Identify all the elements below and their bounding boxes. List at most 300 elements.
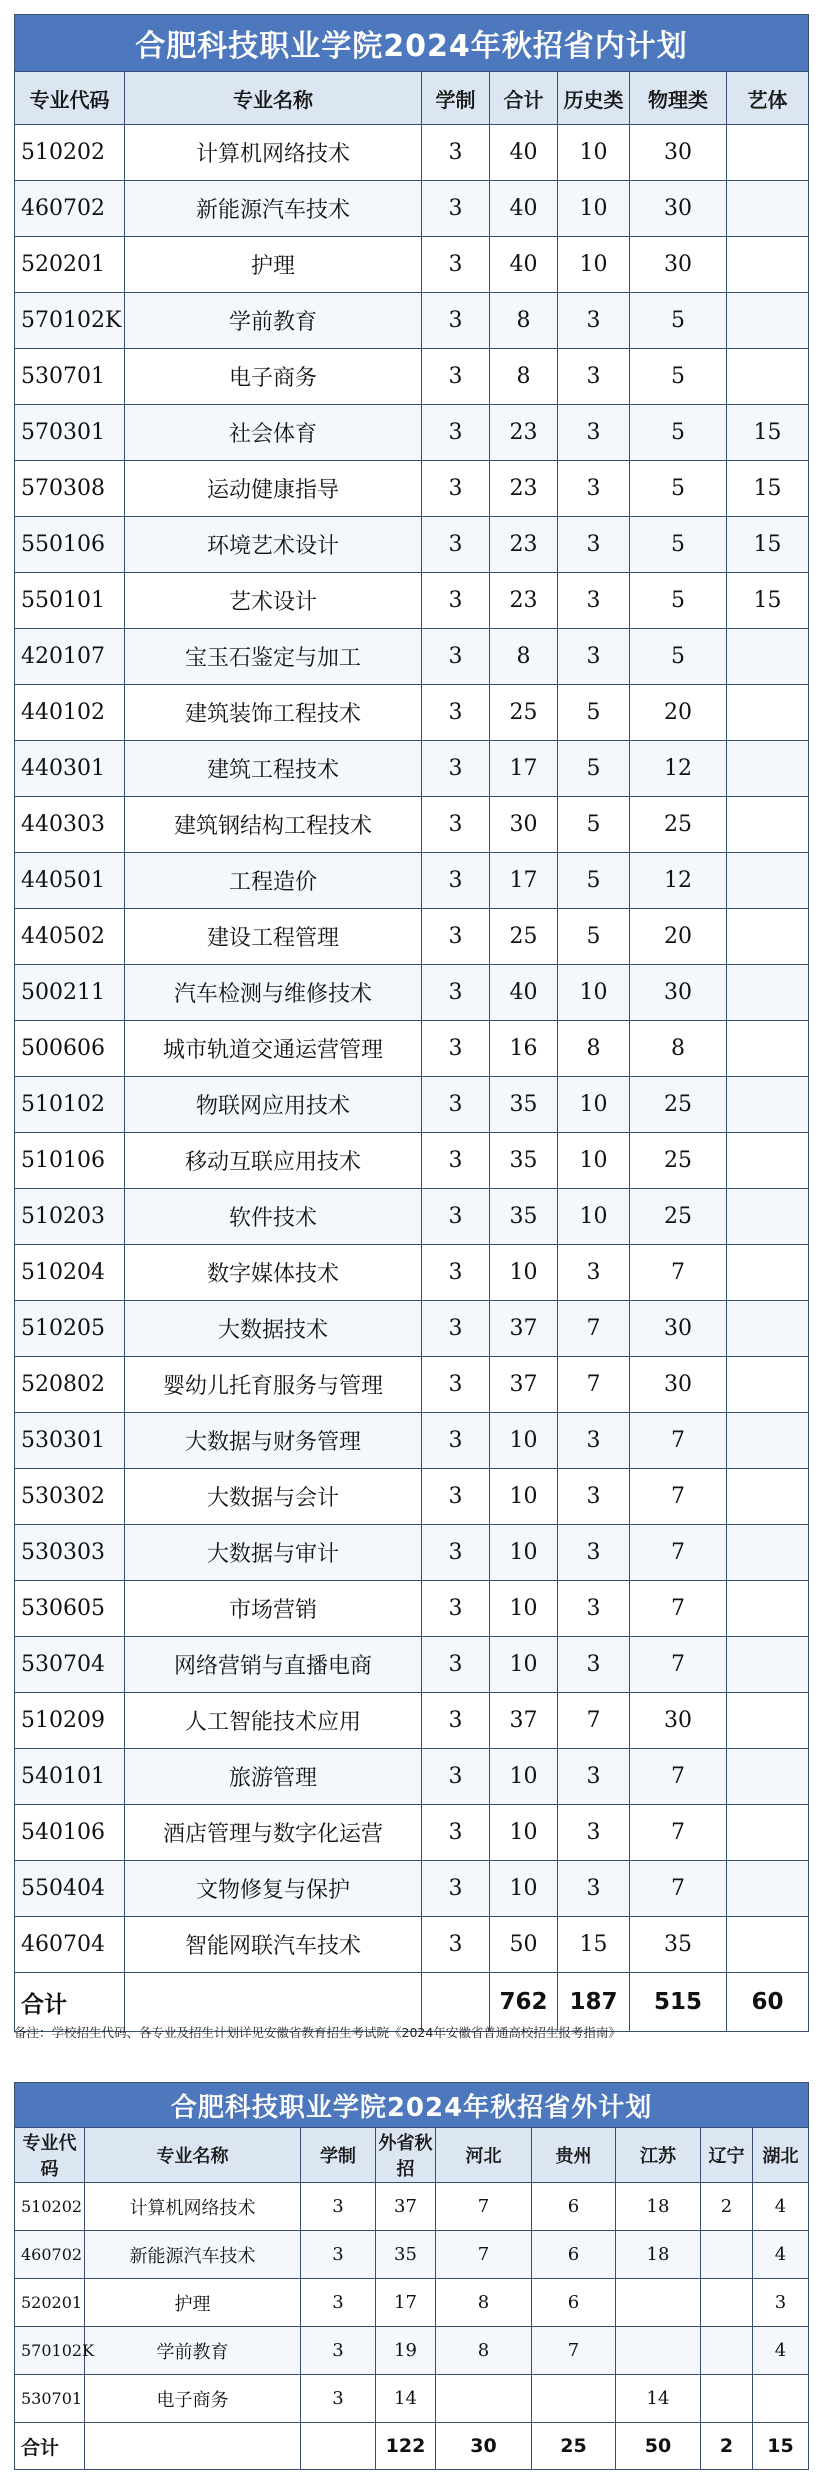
value-cell: 5 — [630, 517, 727, 573]
value-cell: 40 — [490, 237, 558, 293]
table-row — [15, 2327, 809, 2375]
table-row — [15, 1357, 809, 1413]
value-cell: 3 — [422, 1245, 490, 1301]
table-row — [15, 797, 809, 853]
major-name-cell: 护理 — [125, 237, 422, 293]
value-cell: 30 — [630, 1693, 727, 1749]
value-cell: 10 — [558, 1189, 630, 1245]
major-name-cell: 人工智能技术应用 — [125, 1693, 422, 1749]
column-header: 外省秋招 — [376, 2128, 436, 2183]
column-header: 合计 — [490, 72, 558, 125]
major-name-cell: 建筑工程技术 — [125, 741, 422, 797]
value-cell — [727, 909, 809, 965]
value-cell: 3 — [558, 349, 630, 405]
value-cell: 7 — [630, 1637, 727, 1693]
table-row — [15, 1021, 809, 1077]
value-cell — [727, 1581, 809, 1637]
value-cell: 4 — [753, 2327, 809, 2375]
value-cell: 18 — [616, 2183, 701, 2231]
major-name-cell: 软件技术 — [125, 1189, 422, 1245]
value-cell: 7 — [630, 1749, 727, 1805]
domestic-plan-table — [14, 14, 809, 2032]
value-cell: 12 — [630, 853, 727, 909]
value-cell: 3 — [422, 1077, 490, 1133]
major-name-cell: 物联网应用技术 — [125, 1077, 422, 1133]
value-cell: 16 — [490, 1021, 558, 1077]
total-cell — [85, 2423, 301, 2470]
major-name-cell: 网络营销与直播电商 — [125, 1637, 422, 1693]
total-cell: 187 — [558, 1973, 630, 2032]
value-cell: 3 — [422, 629, 490, 685]
table-row — [15, 1301, 809, 1357]
value-cell: 30 — [630, 237, 727, 293]
value-cell: 3 — [558, 1749, 630, 1805]
major-code-cell: 440303 — [15, 797, 125, 853]
value-cell: 3 — [422, 1805, 490, 1861]
value-cell: 3 — [558, 629, 630, 685]
major-code-cell: 510205 — [15, 1301, 125, 1357]
value-cell — [701, 2279, 753, 2327]
value-cell: 3 — [558, 573, 630, 629]
value-cell: 6 — [532, 2231, 616, 2279]
major-code-cell: 530701 — [15, 2375, 85, 2423]
value-cell — [727, 125, 809, 181]
value-cell: 10 — [490, 1581, 558, 1637]
total-cell: 2 — [701, 2423, 753, 2470]
value-cell: 3 — [558, 1637, 630, 1693]
value-cell: 15 — [558, 1917, 630, 1973]
value-cell — [727, 629, 809, 685]
value-cell: 10 — [490, 1637, 558, 1693]
total-cell: 122 — [376, 2423, 436, 2470]
value-cell — [532, 2375, 616, 2423]
value-cell: 40 — [490, 125, 558, 181]
value-cell: 5 — [630, 629, 727, 685]
table-row — [15, 1413, 809, 1469]
column-header: 河北 — [436, 2128, 532, 2183]
value-cell: 10 — [490, 1525, 558, 1581]
major-code-cell: 540106 — [15, 1805, 125, 1861]
major-name-cell: 建筑钢结构工程技术 — [125, 797, 422, 853]
value-cell: 5 — [630, 461, 727, 517]
major-name-cell: 电子商务 — [85, 2375, 301, 2423]
value-cell: 6 — [532, 2183, 616, 2231]
value-cell: 10 — [558, 181, 630, 237]
major-name-cell: 计算机网络技术 — [125, 125, 422, 181]
value-cell: 8 — [490, 293, 558, 349]
value-cell: 20 — [630, 685, 727, 741]
value-cell — [727, 349, 809, 405]
table-row — [15, 461, 809, 517]
value-cell: 5 — [630, 573, 727, 629]
major-code-cell: 510203 — [15, 1189, 125, 1245]
major-code-cell: 550101 — [15, 573, 125, 629]
table-row — [15, 1581, 809, 1637]
value-cell: 8 — [490, 629, 558, 685]
value-cell: 17 — [376, 2279, 436, 2327]
major-code-cell: 440102 — [15, 685, 125, 741]
value-cell: 3 — [558, 1581, 630, 1637]
table-row — [15, 853, 809, 909]
value-cell — [727, 1469, 809, 1525]
value-cell: 30 — [490, 797, 558, 853]
value-cell: 23 — [490, 405, 558, 461]
column-header: 学制 — [422, 72, 490, 125]
table-row — [15, 573, 809, 629]
value-cell: 3 — [422, 1861, 490, 1917]
major-code-cell: 510202 — [15, 2183, 85, 2231]
major-name-cell: 汽车检测与维修技术 — [125, 965, 422, 1021]
table-row — [15, 1189, 809, 1245]
major-code-cell: 550404 — [15, 1861, 125, 1917]
value-cell: 10 — [558, 125, 630, 181]
table-row — [15, 1637, 809, 1693]
value-cell — [727, 1357, 809, 1413]
total-cell — [301, 2423, 376, 2470]
value-cell: 23 — [490, 517, 558, 573]
value-cell: 5 — [630, 293, 727, 349]
value-cell: 3 — [422, 1413, 490, 1469]
value-cell: 8 — [436, 2279, 532, 2327]
value-cell: 8 — [630, 1021, 727, 1077]
major-name-cell: 建设工程管理 — [125, 909, 422, 965]
total-cell: 15 — [753, 2423, 809, 2470]
value-cell: 3 — [301, 2183, 376, 2231]
column-header: 专业名称 — [85, 2128, 301, 2183]
value-cell: 25 — [630, 1189, 727, 1245]
value-cell — [616, 2327, 701, 2375]
major-name-cell: 移动互联应用技术 — [125, 1133, 422, 1189]
major-name-cell: 数字媒体技术 — [125, 1245, 422, 1301]
value-cell: 15 — [727, 405, 809, 461]
major-name-cell: 大数据与财务管理 — [125, 1413, 422, 1469]
value-cell: 10 — [558, 1077, 630, 1133]
value-cell: 19 — [376, 2327, 436, 2375]
value-cell: 7 — [630, 1805, 727, 1861]
major-code-cell: 440502 — [15, 909, 125, 965]
major-name-cell: 大数据与会计 — [125, 1469, 422, 1525]
total-label: 合计 — [15, 2423, 85, 2470]
major-name-cell: 社会体育 — [125, 405, 422, 461]
value-cell — [701, 2231, 753, 2279]
table-row — [15, 1861, 809, 1917]
value-cell: 10 — [558, 965, 630, 1021]
value-cell: 30 — [630, 965, 727, 1021]
value-cell: 3 — [422, 1189, 490, 1245]
total-label: 合计 — [15, 1973, 125, 2032]
major-code-cell: 500606 — [15, 1021, 125, 1077]
column-header: 专业名称 — [125, 72, 422, 125]
value-cell: 40 — [490, 181, 558, 237]
value-cell: 7 — [630, 1581, 727, 1637]
value-cell — [727, 237, 809, 293]
value-cell: 30 — [630, 181, 727, 237]
value-cell: 40 — [490, 965, 558, 1021]
value-cell: 4 — [753, 2231, 809, 2279]
major-code-cell: 460702 — [15, 2231, 85, 2279]
table-row — [15, 1525, 809, 1581]
value-cell — [727, 853, 809, 909]
major-code-cell: 530704 — [15, 1637, 125, 1693]
value-cell: 7 — [630, 1413, 727, 1469]
table-row — [15, 181, 809, 237]
value-cell: 7 — [558, 1693, 630, 1749]
table-row — [15, 741, 809, 797]
value-cell — [727, 1693, 809, 1749]
major-name-cell: 环境艺术设计 — [125, 517, 422, 573]
major-code-cell: 520201 — [15, 2279, 85, 2327]
value-cell — [727, 1805, 809, 1861]
table-row — [15, 909, 809, 965]
value-cell: 17 — [490, 741, 558, 797]
value-cell: 3 — [422, 1469, 490, 1525]
value-cell — [727, 1917, 809, 1973]
value-cell — [727, 1077, 809, 1133]
table-row — [15, 405, 809, 461]
value-cell: 17 — [490, 853, 558, 909]
value-cell: 23 — [490, 461, 558, 517]
table-row — [15, 1133, 809, 1189]
table-row — [15, 1749, 809, 1805]
value-cell: 3 — [422, 685, 490, 741]
value-cell: 5 — [558, 909, 630, 965]
value-cell: 3 — [422, 125, 490, 181]
value-cell: 3 — [301, 2327, 376, 2375]
major-code-cell: 530701 — [15, 349, 125, 405]
value-cell: 3 — [558, 461, 630, 517]
table-title: 合肥科技职业学院2024年秋招省外计划 — [15, 2083, 809, 2128]
major-code-cell: 570308 — [15, 461, 125, 517]
value-cell: 3 — [422, 1637, 490, 1693]
table-row — [15, 1245, 809, 1301]
value-cell: 14 — [376, 2375, 436, 2423]
major-code-cell: 440301 — [15, 741, 125, 797]
value-cell — [727, 1245, 809, 1301]
value-cell: 3 — [422, 853, 490, 909]
value-cell: 3 — [422, 1357, 490, 1413]
table-row — [15, 1805, 809, 1861]
major-name-cell: 市场营销 — [125, 1581, 422, 1637]
value-cell: 3 — [422, 1581, 490, 1637]
table-row — [15, 125, 809, 181]
major-name-cell: 智能网联汽车技术 — [125, 1917, 422, 1973]
value-cell: 3 — [422, 405, 490, 461]
major-name-cell: 计算机网络技术 — [85, 2183, 301, 2231]
column-header: 专业代码 — [15, 2128, 85, 2183]
major-code-cell: 520802 — [15, 1357, 125, 1413]
major-code-cell: 420107 — [15, 629, 125, 685]
major-code-cell: 570102K — [15, 293, 125, 349]
column-header: 历史类 — [558, 72, 630, 125]
value-cell — [727, 965, 809, 1021]
value-cell: 3 — [422, 741, 490, 797]
value-cell: 5 — [558, 741, 630, 797]
major-code-cell: 540101 — [15, 1749, 125, 1805]
table-row — [15, 2231, 809, 2279]
value-cell: 3 — [558, 293, 630, 349]
value-cell: 3 — [558, 1861, 630, 1917]
column-header: 辽宁 — [701, 2128, 753, 2183]
value-cell: 7 — [436, 2231, 532, 2279]
major-name-cell: 新能源汽车技术 — [125, 181, 422, 237]
value-cell: 3 — [422, 461, 490, 517]
major-name-cell: 文物修复与保护 — [125, 1861, 422, 1917]
column-header: 江苏 — [616, 2128, 701, 2183]
value-cell: 35 — [630, 1917, 727, 1973]
value-cell: 5 — [630, 405, 727, 461]
major-code-cell: 520201 — [15, 237, 125, 293]
value-cell: 7 — [630, 1469, 727, 1525]
table-row — [15, 517, 809, 573]
value-cell: 37 — [490, 1693, 558, 1749]
major-code-cell: 510202 — [15, 125, 125, 181]
total-cell: 515 — [630, 1973, 727, 2032]
value-cell: 14 — [616, 2375, 701, 2423]
table-row — [15, 1917, 809, 1973]
value-cell: 3 — [301, 2375, 376, 2423]
major-name-cell: 婴幼儿托育服务与管理 — [125, 1357, 422, 1413]
value-cell — [436, 2375, 532, 2423]
table-row — [15, 2279, 809, 2327]
footnote: 备注：学校招生代码、各专业及招生计划详见安徽省教育招生考试院《2024年安徽省普通高校招生报考指南》 — [14, 2025, 621, 2040]
column-header: 艺体 — [727, 72, 809, 125]
value-cell: 25 — [630, 797, 727, 853]
value-cell: 3 — [422, 349, 490, 405]
value-cell: 3 — [558, 1469, 630, 1525]
value-cell: 3 — [558, 405, 630, 461]
value-cell: 3 — [422, 573, 490, 629]
value-cell: 3 — [422, 237, 490, 293]
value-cell: 35 — [376, 2231, 436, 2279]
total-cell: 25 — [532, 2423, 616, 2470]
value-cell — [727, 1413, 809, 1469]
value-cell: 3 — [422, 909, 490, 965]
table-row — [15, 293, 809, 349]
value-cell: 5 — [558, 685, 630, 741]
value-cell: 8 — [490, 349, 558, 405]
value-cell: 8 — [436, 2327, 532, 2375]
value-cell: 5 — [630, 349, 727, 405]
value-cell — [727, 1749, 809, 1805]
value-cell: 15 — [727, 517, 809, 573]
value-cell: 5 — [558, 797, 630, 853]
value-cell: 30 — [630, 1301, 727, 1357]
value-cell: 10 — [490, 1245, 558, 1301]
value-cell: 10 — [490, 1749, 558, 1805]
major-code-cell: 550106 — [15, 517, 125, 573]
major-name-cell: 宝玉石鉴定与加工 — [125, 629, 422, 685]
value-cell: 10 — [490, 1469, 558, 1525]
major-name-cell: 城市轨道交通运营管理 — [125, 1021, 422, 1077]
value-cell: 12 — [630, 741, 727, 797]
table-row — [15, 349, 809, 405]
value-cell — [727, 1861, 809, 1917]
value-cell: 7 — [436, 2183, 532, 2231]
major-name-cell: 旅游管理 — [125, 1749, 422, 1805]
value-cell: 3 — [422, 293, 490, 349]
value-cell: 7 — [630, 1245, 727, 1301]
major-code-cell: 510204 — [15, 1245, 125, 1301]
value-cell: 8 — [558, 1021, 630, 1077]
total-cell: 50 — [616, 2423, 701, 2470]
major-code-cell: 530302 — [15, 1469, 125, 1525]
column-header: 物理类 — [630, 72, 727, 125]
value-cell: 50 — [490, 1917, 558, 1973]
major-code-cell: 440501 — [15, 853, 125, 909]
major-name-cell: 建筑装饰工程技术 — [125, 685, 422, 741]
value-cell: 3 — [422, 1693, 490, 1749]
major-code-cell: 570301 — [15, 405, 125, 461]
major-name-cell: 大数据技术 — [125, 1301, 422, 1357]
table-row — [15, 2183, 809, 2231]
value-cell: 6 — [532, 2279, 616, 2327]
value-cell: 23 — [490, 573, 558, 629]
value-cell: 15 — [727, 461, 809, 517]
value-cell: 3 — [422, 1021, 490, 1077]
value-cell: 3 — [558, 1413, 630, 1469]
major-name-cell: 电子商务 — [125, 349, 422, 405]
table-row — [15, 629, 809, 685]
value-cell: 37 — [376, 2183, 436, 2231]
table-row — [15, 965, 809, 1021]
value-cell — [701, 2375, 753, 2423]
value-cell — [727, 797, 809, 853]
major-code-cell: 510102 — [15, 1077, 125, 1133]
total-cell: 60 — [727, 1973, 809, 2032]
value-cell: 15 — [727, 573, 809, 629]
value-cell: 3 — [753, 2279, 809, 2327]
column-header: 专业代码 — [15, 72, 125, 125]
value-cell: 10 — [490, 1805, 558, 1861]
value-cell — [727, 293, 809, 349]
major-name-cell: 护理 — [85, 2279, 301, 2327]
table-row — [15, 237, 809, 293]
value-cell: 3 — [558, 1525, 630, 1581]
major-code-cell: 570102K — [15, 2327, 85, 2375]
value-cell: 3 — [558, 517, 630, 573]
major-code-cell: 510106 — [15, 1133, 125, 1189]
value-cell: 7 — [630, 1525, 727, 1581]
table-row — [15, 685, 809, 741]
value-cell: 25 — [630, 1133, 727, 1189]
value-cell: 5 — [558, 853, 630, 909]
value-cell — [727, 1021, 809, 1077]
value-cell: 7 — [558, 1301, 630, 1357]
value-cell — [727, 1301, 809, 1357]
table-row — [15, 1077, 809, 1133]
total-cell: 30 — [436, 2423, 532, 2470]
value-cell: 20 — [630, 909, 727, 965]
major-name-cell: 学前教育 — [85, 2327, 301, 2375]
total-row — [15, 2423, 809, 2470]
value-cell — [727, 1133, 809, 1189]
major-code-cell: 530605 — [15, 1581, 125, 1637]
value-cell: 3 — [422, 1133, 490, 1189]
value-cell: 10 — [558, 237, 630, 293]
value-cell: 3 — [422, 965, 490, 1021]
major-code-cell: 460704 — [15, 1917, 125, 1973]
value-cell: 7 — [630, 1861, 727, 1917]
value-cell — [727, 1189, 809, 1245]
column-header: 贵州 — [532, 2128, 616, 2183]
value-cell: 3 — [422, 797, 490, 853]
value-cell: 37 — [490, 1301, 558, 1357]
major-name-cell: 大数据与审计 — [125, 1525, 422, 1581]
title-row — [15, 15, 809, 72]
major-name-cell: 艺术设计 — [125, 573, 422, 629]
major-code-cell: 510209 — [15, 1693, 125, 1749]
value-cell: 37 — [490, 1357, 558, 1413]
